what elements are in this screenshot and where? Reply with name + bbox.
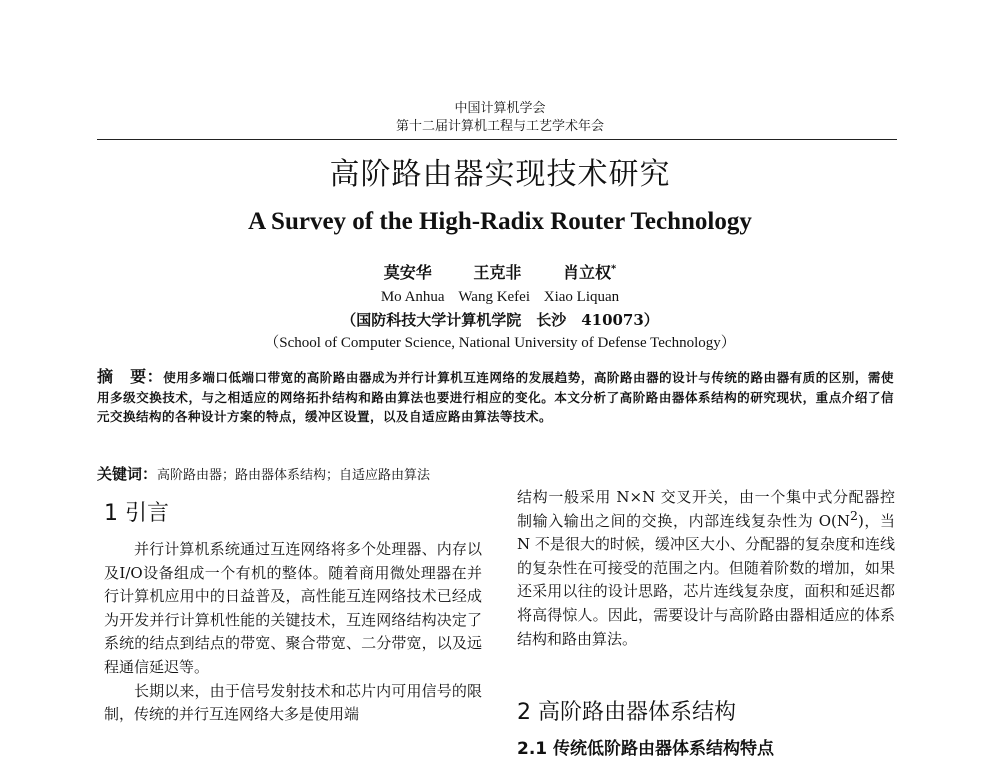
author-cn: 肖立权*: [562, 263, 617, 282]
header-rule: [97, 139, 897, 140]
paper-title-cn: 高阶路由器实现技术研究: [329, 157, 671, 192]
author-en: Xiao Liquan: [543, 289, 620, 305]
abstract-text: 使用多端口低端口带宽的高阶路由器成为并行计算机互连网络的发展趋势，高阶路由器的设计与传统的路由器有质的区别，需使用多级交换技术，与之相适应的网络拓扑结构和路由算法也要进行相应的变化。本文分析了高阶路由器体系结构的研究现状，重点介绍了信元交换结构的各种设计方案的特点，缓冲区设置，以及自适应路由算法等技术。: [97, 370, 894, 424]
keywords-label: 关键词：: [97, 465, 158, 483]
superscript: 2: [850, 507, 858, 523]
subsection-heading: 2.1 传统低阶路由器体系结构特点: [517, 739, 775, 759]
paragraph: 长期以来，由于信号发射技术和芯片内可用信号的限制，传统的并行互连网络大多是使用端: [104, 681, 482, 724]
paragraph: 结构一般采用 N×N 交叉开关，由一个集中式分配器控制输入输出之间的交换，内部连线复杂性为 $O(N^2)$，当 N 不是很大的时候，缓冲区大小、分配器的复杂度和连线的复杂性在可接受的范围之内。但随着阶数的增加，如果还采用以往的设计思路，芯片连线复杂度，面积和延迟都将高得惊人。因此，需要设计与高阶路由器相适应的体系结构和路由算法。: [517, 488, 896, 648]
author-en: Wang Kefei: [458, 289, 531, 305]
paper-title-en: A Survey of the High-Radix Router Technology: [248, 208, 752, 235]
abstract-label: 摘 要：: [97, 367, 164, 386]
authors-en: [0, 287, 1000, 307]
section-heading: 1 引言: [104, 501, 169, 526]
section-heading: 2 高阶路由器体系结构: [517, 700, 736, 725]
affiliation-en: （School of Computer Science, National University of Defense Technology）: [264, 335, 736, 351]
conference-name: 中国计算机学会: [454, 101, 546, 116]
authors-cn: [0, 263, 1000, 283]
conference-session: 第十二届计算机工程与工艺学术年会: [395, 119, 604, 134]
affiliation-cn: （国防科技大学计算机学院 长沙 410073）: [341, 311, 659, 329]
corresponding-mark: *: [610, 263, 617, 275]
keywords: [97, 464, 897, 486]
abstract: [97, 367, 894, 427]
author-cn: 王克非: [473, 263, 522, 282]
right-column: [517, 486, 895, 651]
keywords-text: 高阶路由器；路由器体系结构；自适应路由算法: [157, 468, 431, 483]
left-column: [104, 538, 482, 727]
author-cn: 莫安华: [383, 263, 432, 282]
author-en: Mo Anhua: [380, 289, 445, 305]
paragraph: 并行计算机系统通过互连网络将多个处理器、内存以及I/O设备组成一个有机的整体。随着商用微处理器在并行计算机应用中的日益普及，高性能互连网络技术已经成为开发并行计算机性能的关键技术，互连网络结构决定了系统的结点到结点的带宽、聚合带宽、二分带宽，以及远程通信延迟等。: [104, 540, 482, 676]
